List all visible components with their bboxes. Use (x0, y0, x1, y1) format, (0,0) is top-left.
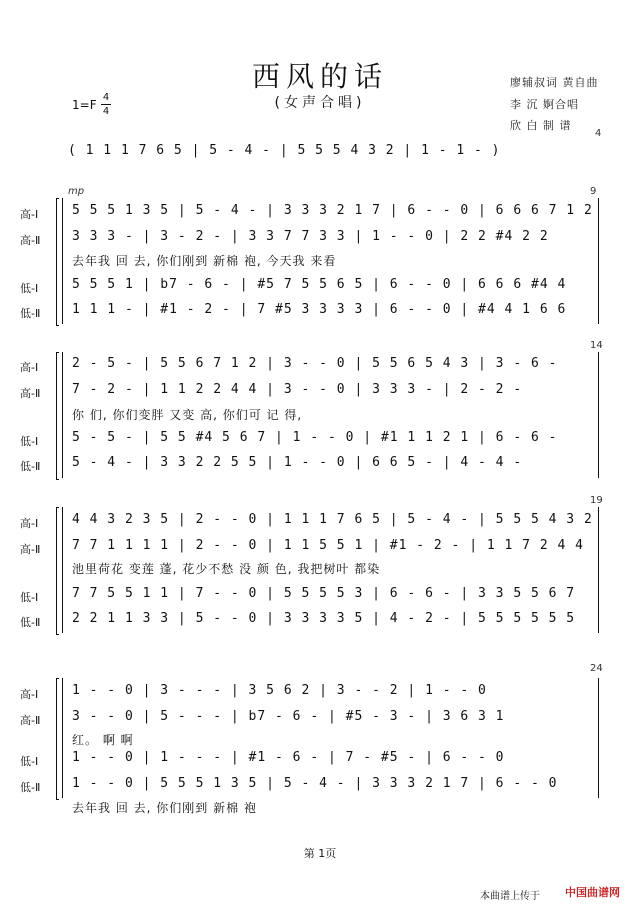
part-label: 低-Ⅱ (20, 307, 41, 320)
dynamic-mark: mp (68, 186, 85, 197)
credit-arranger: 李 沉 婀合唱 (510, 98, 579, 111)
part-label: 低-Ⅰ (20, 755, 39, 768)
credit-lyrics-music: 廖辅叔词 黄自曲 (510, 76, 599, 89)
part-label: 高-Ⅱ (20, 234, 41, 247)
system-1-right-line (598, 198, 599, 324)
system-1-part-4-notes: 1 1 1 - | #1 - 2 - | 7 #5 3 3 3 3 | 6 - - 0 | #4 4 1 6 6 (72, 302, 567, 317)
system-2-part-1-notes: 2 - 5 - | 5 5 6 7 1 2 | 3 - - 0 | 5 5 6 5 4 3 | 3 - 6 - (72, 356, 558, 371)
system-2-left-line (62, 352, 63, 478)
part-label: 高-Ⅰ (20, 208, 39, 221)
system-4-left-line (62, 678, 63, 798)
upload-credit: 本曲谱上传于 (480, 891, 540, 902)
system-4-part-1-notes: 1 - - 0 | 3 - - - | 3 5 6 2 | 3 - - 2 | 1 - - 0 (72, 683, 487, 698)
part-label: 高-Ⅱ (20, 387, 41, 400)
system-4-right-line (598, 678, 599, 798)
part-label: 低-Ⅱ (20, 616, 41, 629)
system-3-part-1-notes: 4 4 3 2 3 5 | 2 - - 0 | 1 1 1 7 6 5 | 5 - 4 - | 5 5 5 4 3 2 (72, 512, 593, 527)
system-1-part-3-notes: 5 5 5 1 | b7 - 6 - | #5 7 5 5 6 5 | 6 - - 0 | 6 6 6 #4 4 (72, 277, 567, 292)
key-signature: 1=F (72, 98, 97, 112)
system-4-lyrics-lower: 去年我 回 去, 你们刚到 新棉 袍 (72, 801, 257, 815)
system-3-part-2-notes: 7 7 1 1 1 1 | 2 - - 0 | 1 1 5 5 1 | #1 - 2 - | 1 1 7 2 4 4 (72, 538, 584, 553)
meter-bottom: 4 (102, 106, 110, 117)
system-1-bar-number: 9 (590, 186, 597, 197)
system-3-bar-number: 19 (590, 495, 603, 506)
part-label: 低-Ⅱ (20, 781, 41, 794)
part-label: 高-Ⅰ (20, 361, 39, 374)
system-1-left-line (62, 198, 63, 324)
part-label: 低-Ⅰ (20, 591, 39, 604)
system-3-part-3-notes: 7 7 5 5 1 1 | 7 - - 0 | 5 5 5 5 3 | 6 - 6 - | 3 3 5 5 6 7 (72, 586, 576, 601)
system-1-part-2-notes: 3 3 3 - | 3 - 2 - | 3 3 7 7 3 3 | 1 - - 0 | 2 2 #4 2 2 (72, 229, 549, 244)
part-label: 高-Ⅰ (20, 688, 39, 701)
system-3-left-line (62, 507, 63, 633)
system-4-bar-number: 24 (590, 663, 603, 674)
system-1-lyrics: 去年我 回 去, 你们刚到 新棉 袍, 今天我 来看 (72, 254, 337, 268)
system-3-part-4-notes: 2 2 1 1 3 3 | 5 - - 0 | 3 3 3 3 5 | 4 - 2 - | 5 5 5 5 5 5 (72, 611, 576, 626)
part-label: 低-Ⅱ (20, 460, 41, 473)
system-2-part-2-notes: 7 - 2 - | 1 1 2 2 4 4 | 3 - - 0 | 3 3 3 - | 2 - 2 - (72, 382, 523, 397)
intro-bar-number: 4 (595, 128, 602, 139)
part-label: 高-Ⅱ (20, 543, 41, 556)
system-3-lyrics: 池里荷花 变莲 蓬, 花少不愁 没 颜 色, 我把树叶 都染 (72, 562, 381, 576)
system-4-part-2-notes: 3 - - 0 | 5 - - - | b7 - 6 - | #5 - 3 - | 3 6 3 1 (72, 709, 505, 724)
system-2-bar-number: 14 (590, 340, 603, 351)
system-2-part-3-notes: 5 - 5 - | 5 5 #4 5 6 7 | 1 - - 0 | #1 1 1 2 1 | 6 - 6 - (72, 430, 558, 445)
system-4-part-4-notes: 1 - - 0 | 5 5 5 1 3 5 | 5 - 4 - | 3 3 3 2 1 7 | 6 - - 0 (72, 776, 558, 791)
subtitle: (女声合唱) (274, 95, 366, 111)
site-logo: 中国曲谱网 (565, 886, 620, 899)
time-signature (101, 92, 111, 117)
part-label: 低-Ⅰ (20, 282, 39, 295)
system-4-lyrics: 红。 啊 啊 (72, 733, 134, 747)
system-2-right-line (598, 352, 599, 478)
credit-engraver: 欣 白 制 谱 (510, 119, 572, 132)
page-title: 西风的话 (251, 60, 388, 93)
system-1-part-1-notes: 5 5 5 1 3 5 | 5 - 4 - | 3 3 3 2 1 7 | 6 - - 0 | 6 6 6 7 1 2 (72, 203, 593, 218)
part-label: 高-Ⅱ (20, 714, 41, 727)
system-2-lyrics: 你 们, 你们变胖 又变 高, 你们可 记 得, (72, 408, 303, 422)
meter-top: 4 (102, 92, 110, 103)
system-3-right-line (598, 507, 599, 633)
part-label: 低-Ⅰ (20, 435, 39, 448)
page-number: 第 1页 (303, 847, 337, 860)
intro-line: ( 1 1 1 7 6 5 | 5 - 4 - | 5 5 5 4 3 2 | 1 - 1 - ) (68, 143, 501, 158)
system-4-part-3-notes: 1 - - 0 | 1 - - - | #1 - 6 - | 7 - #5 - | 6 - - 0 (72, 750, 505, 765)
part-label: 高-Ⅰ (20, 517, 39, 530)
system-2-part-4-notes: 5 - 4 - | 3 3 2 2 5 5 | 1 - - 0 | 6 6 5 - | 4 - 4 - (72, 455, 523, 470)
